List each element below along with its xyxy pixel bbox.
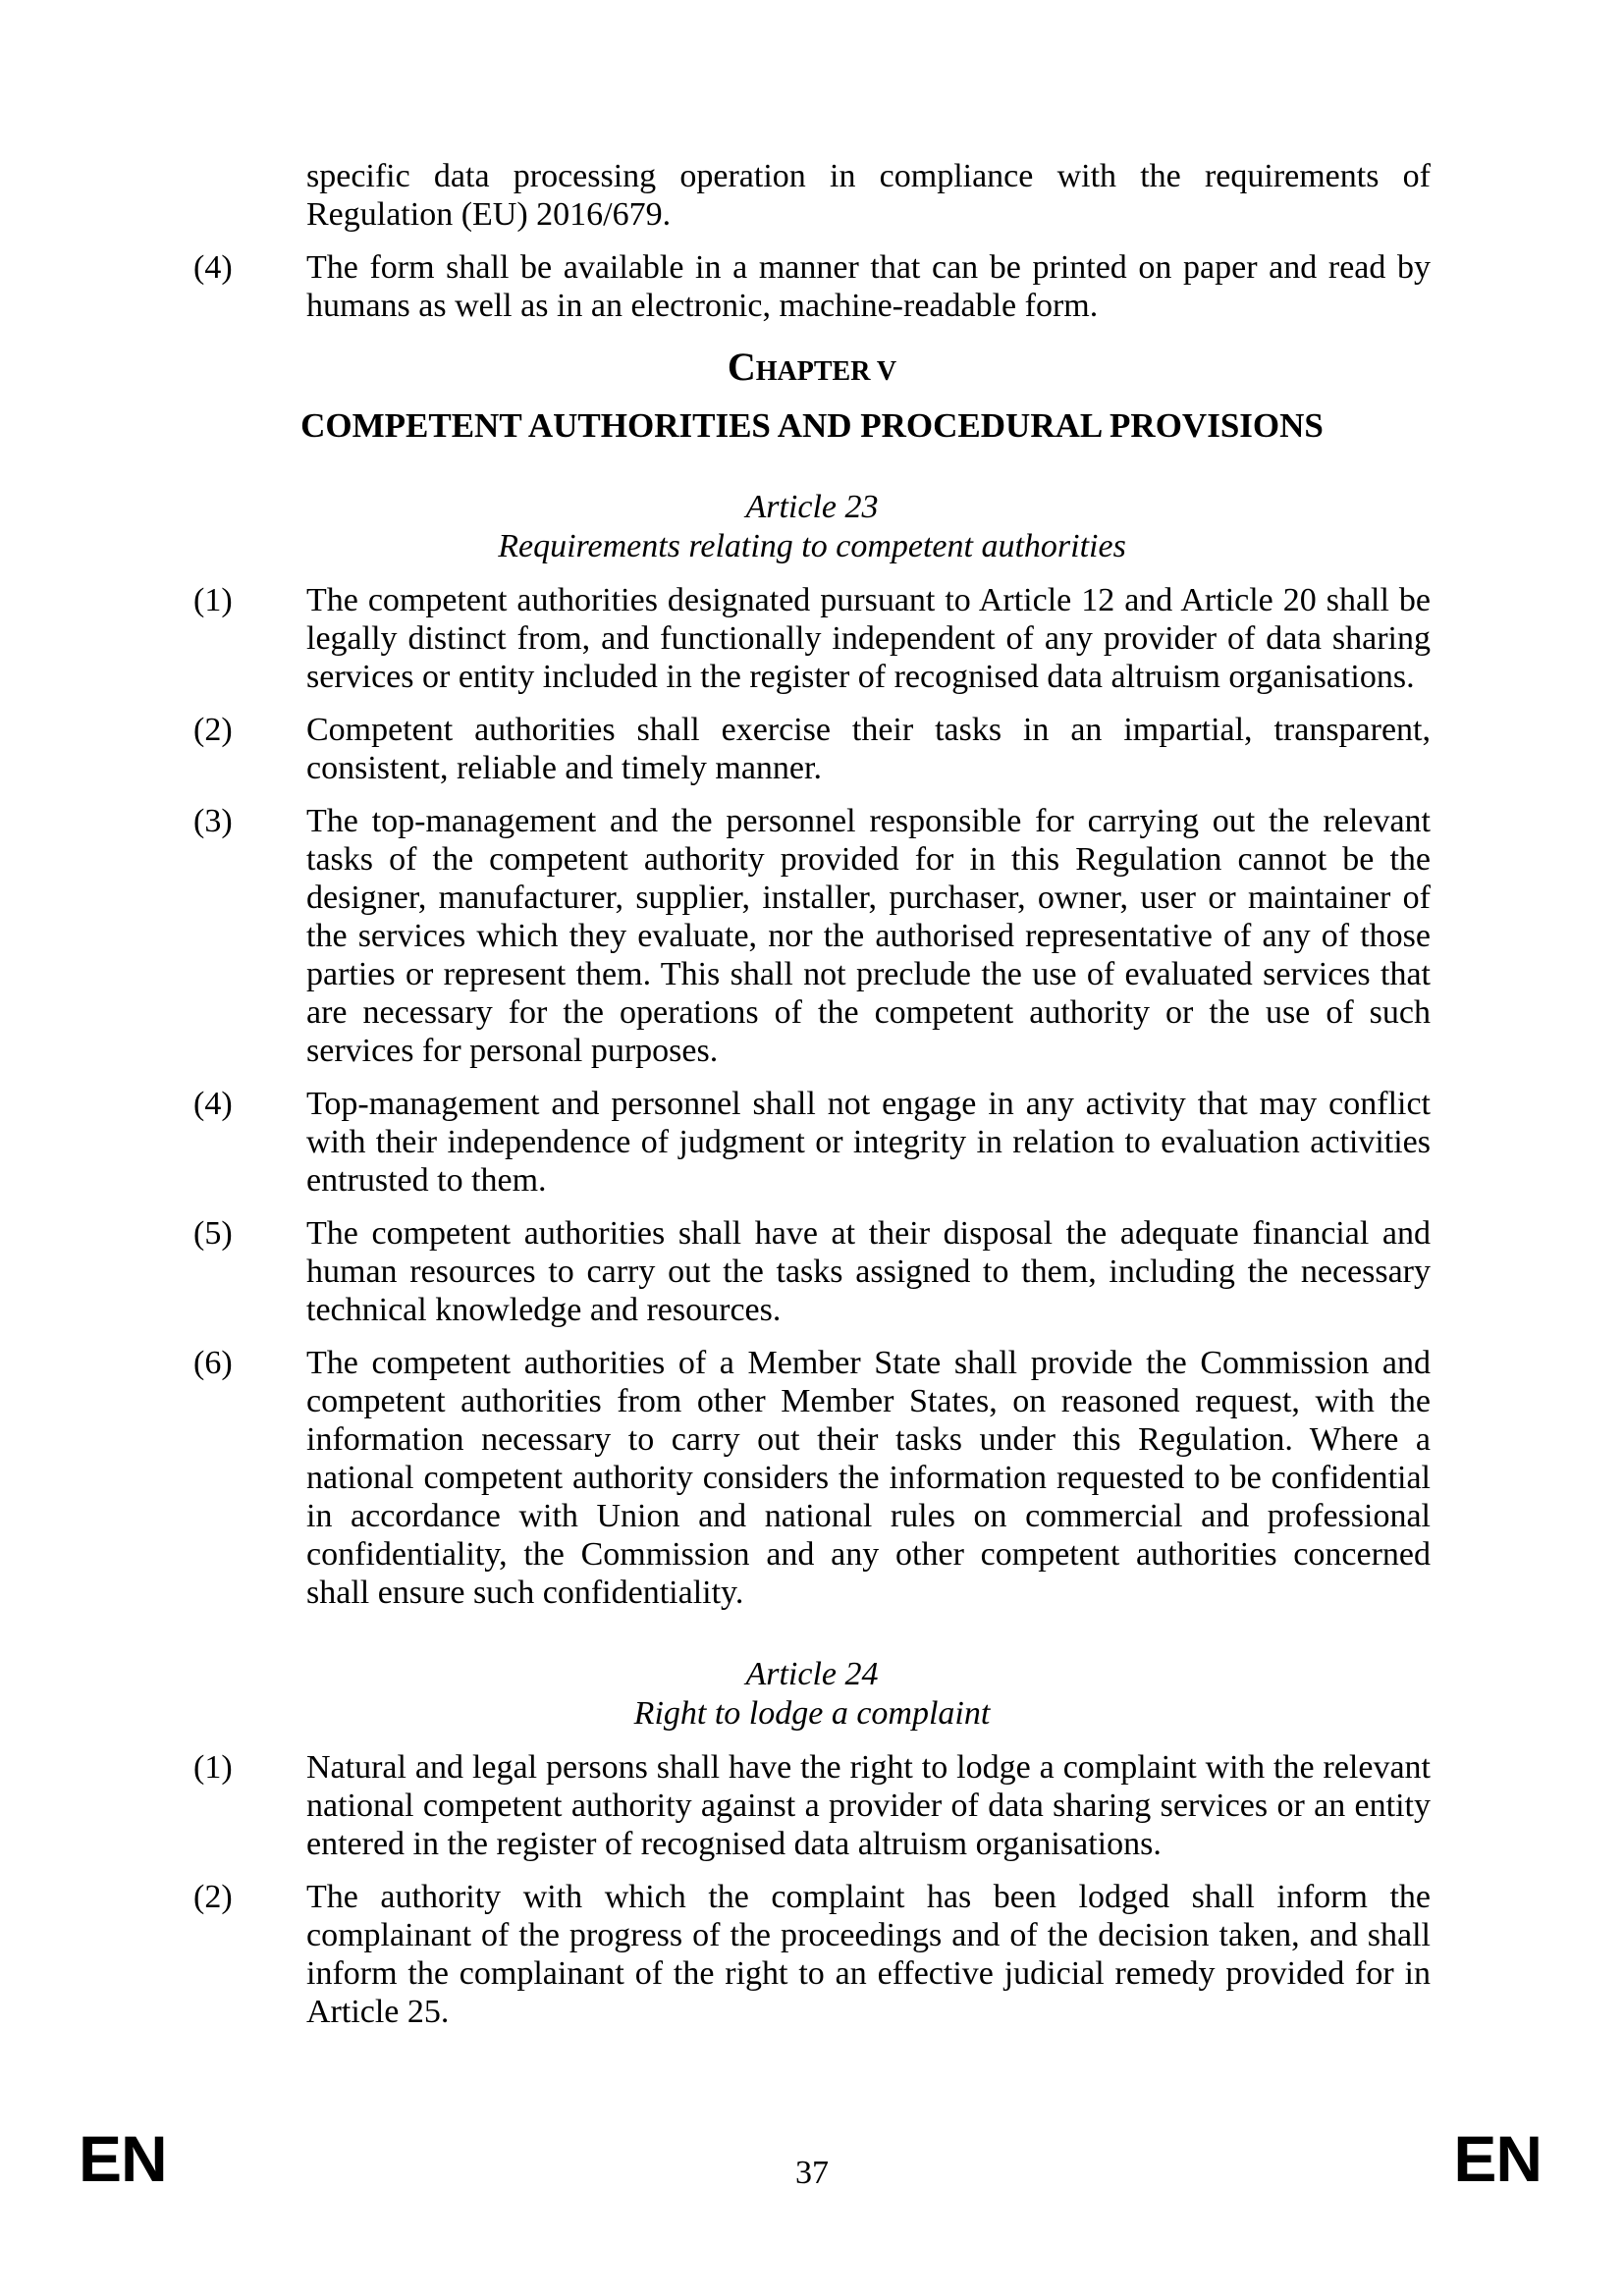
provision-paragraph [193, 711, 1431, 787]
page-content [193, 157, 1431, 2031]
paragraph-text: The competent authorities shall have at their disposal the adequate financial and human resources to carry out the tasks assigned to them, including the necessary technical knowledge and resources. [306, 1215, 1431, 1328]
paragraph-text: The form shall be available in a manner that can be printed on paper and read by humans as well as in an electronic, machine-readable form. [306, 249, 1431, 324]
paragraph-number: (3) [193, 803, 233, 839]
article-number: Article 23 [745, 489, 879, 525]
article-number: Article 24 [745, 1656, 879, 1692]
paragraph-number: (2) [193, 1879, 233, 1915]
paragraph-number: (6) [193, 1345, 233, 1381]
paragraph-number: (4) [193, 1086, 233, 1122]
continuation-paragraph [193, 157, 1431, 234]
paragraph-text: The authority with which the complaint has been lodged shall inform the complainant of the progress of the proceedings and of the decision taken, and shall inform the complainant of the right to an effective judicial remedy provided for in Article 25. [306, 1879, 1431, 2030]
article-title: Right to lodge a complaint [633, 1695, 991, 1732]
article-title: Requirements relating to competent authorities [498, 528, 1126, 564]
paragraph-number: (1) [193, 582, 233, 618]
provision-paragraph [193, 1214, 1431, 1329]
provision-paragraph [193, 248, 1431, 325]
page-number: 37 [795, 2155, 829, 2191]
chapter-title: COMPETENT AUTHORITIES AND PROCEDURAL PROVISIONS [300, 406, 1324, 445]
paragraph-text: The top-management and the personnel responsible for carrying out the relevant tasks of the competent authority provided for in this Regulation cannot be the designer, manufacturer, supplier, installer, purchaser, owner, user or maintainer of the services which they evaluate, nor the authorised representative of any of those parties or represent them. This shall not preclude the use of evaluated services that are necessary for the operations of the competent authority or the use of such services for personal purposes. [306, 803, 1431, 1069]
paragraph-number: (1) [193, 1749, 233, 1786]
paragraph-number: (5) [193, 1215, 233, 1252]
provision-paragraph [193, 802, 1431, 1070]
chapter-heading: CHAPTER V [727, 345, 897, 389]
paragraph-text: The competent authorities of a Member State shall provide the Commission and competent authorities from other Member States, on reasoned request, with the information necessary to carry out their tasks under this Regulation. Where a national competent authority considers the information requested to be confidential in accordance with Union and national rules on commercial and professional confidentiality, the Commission and any other competent authorities concerned shall ensure such confidentiality. [306, 1345, 1431, 1611]
provision-paragraph [193, 1085, 1431, 1200]
provision-paragraph [193, 1748, 1431, 1863]
footer-language-left: EN [79, 2122, 167, 2195]
paragraph-text: Natural and legal persons shall have the right to lodge a complaint with the relevant national competent authority against a provider of data sharing services or an entity entered in the register of recognised data altruism organisations. [306, 1749, 1431, 1862]
paragraph-number: (4) [193, 249, 233, 286]
paragraph-text: Competent authorities shall exercise their tasks in an impartial, transparent, consistent, reliable and timely manner. [306, 712, 1431, 786]
provision-paragraph [193, 1878, 1431, 2031]
paragraph-number: (2) [193, 712, 233, 748]
paragraph-text: Top-management and personnel shall not engage in any activity that may conflict with their independence of judgment or integrity in relation to evaluation activities entrusted to them. [306, 1086, 1431, 1199]
provision-paragraph [193, 581, 1431, 696]
paragraph-text: The competent authorities designated pursuant to Article 12 and Article 20 shall be legally distinct from, and functionally independent of any provider of data sharing services or entity included in the register of recognised data altruism organisations. [306, 582, 1431, 695]
footer-language-right: EN [1453, 2122, 1542, 2195]
provision-paragraph [193, 1344, 1431, 1612]
paragraph-text: specific data processing operation in compliance with the requirements of Regulation (EU) 2016/679. [306, 158, 1431, 233]
